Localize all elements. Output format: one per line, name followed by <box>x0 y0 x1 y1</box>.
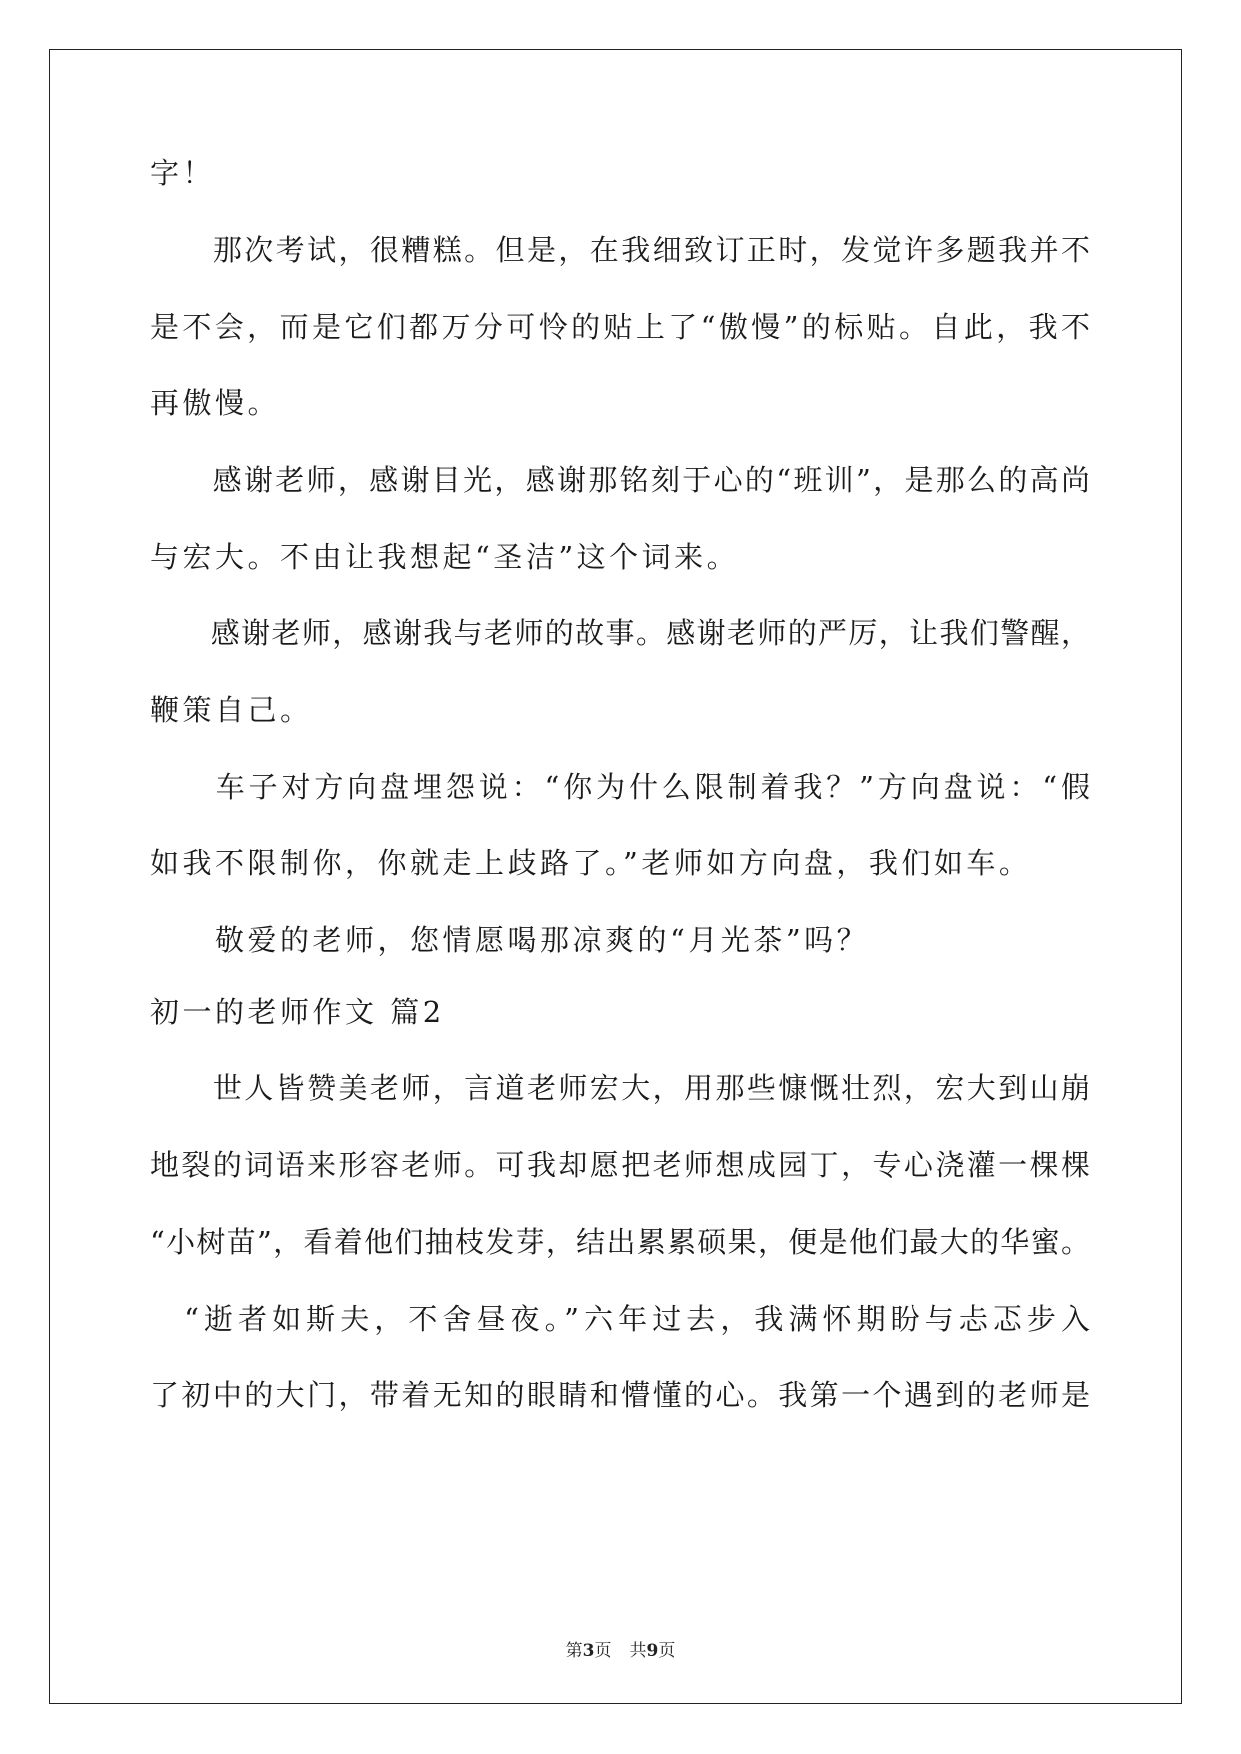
text-line: 如我不限制你，你就走上歧路了。”老师如方向盘，我们如车。 <box>150 846 1032 880</box>
text-line: 感谢老师，感谢我与老师的故事。感谢老师的严厉，让我们警醒， <box>150 616 1090 650</box>
text-line: 敬爱的老师，您情愿喝那凉爽的“月光茶”吗？ <box>150 923 870 957</box>
page-prefix: 第 <box>565 1641 583 1661</box>
text-line: 与宏大。不由让我想起“圣洁”这个词来。 <box>150 540 740 574</box>
text-line: “小树苗”，看着他们抽枝发芽，结出累累硕果，便是他们最大的华蜜。 <box>150 1225 1090 1259</box>
total-prefix: 共 <box>629 1641 647 1661</box>
section-heading: 初一的老师作文 篇2 <box>150 995 445 1029</box>
text-line: 鞭策自己。 <box>150 693 313 727</box>
text-line: 了初中的大门，带着无知的眼睛和懵懂的心。我第一个遇到的老师是 <box>150 1378 1090 1412</box>
current-page-number: 3 <box>582 1641 595 1661</box>
text-line: 感谢老师，感谢目光，感谢那铭刻于心的“班训”，是那么的高尚 <box>150 463 1090 497</box>
text-line: 世人皆赞美老师，言道老师宏大，用那些慷慨壮烈，宏大到山崩 <box>150 1071 1090 1105</box>
text-line: 是不会，而是它们都万分可怜的贴上了“傲慢”的标贴。自此，我不 <box>150 310 1090 344</box>
text-line: 地裂的词语来形容老师。可我却愿把老师想成园丁，专心浇灌一棵棵 <box>150 1148 1090 1182</box>
text-line: 那次考试，很糟糕。但是，在我细致订正时，发觉许多题我并不 <box>150 233 1090 267</box>
text-line: 再傲慢。 <box>150 386 281 420</box>
text-line: 字！ <box>150 156 216 190</box>
total-suffix: 页 <box>658 1641 676 1661</box>
text-line: “逝者如斯夫，不舍昼夜。”六年过去，我满怀期盼与忐忑步入 <box>150 1302 1090 1336</box>
page-suffix: 页 <box>594 1641 612 1661</box>
total-page-number: 9 <box>646 1641 659 1661</box>
text-line: 车子对方向盘埋怨说：“你为什么限制着我？”方向盘说：“假 <box>150 770 1090 804</box>
page-footer <box>0 1641 1241 1661</box>
